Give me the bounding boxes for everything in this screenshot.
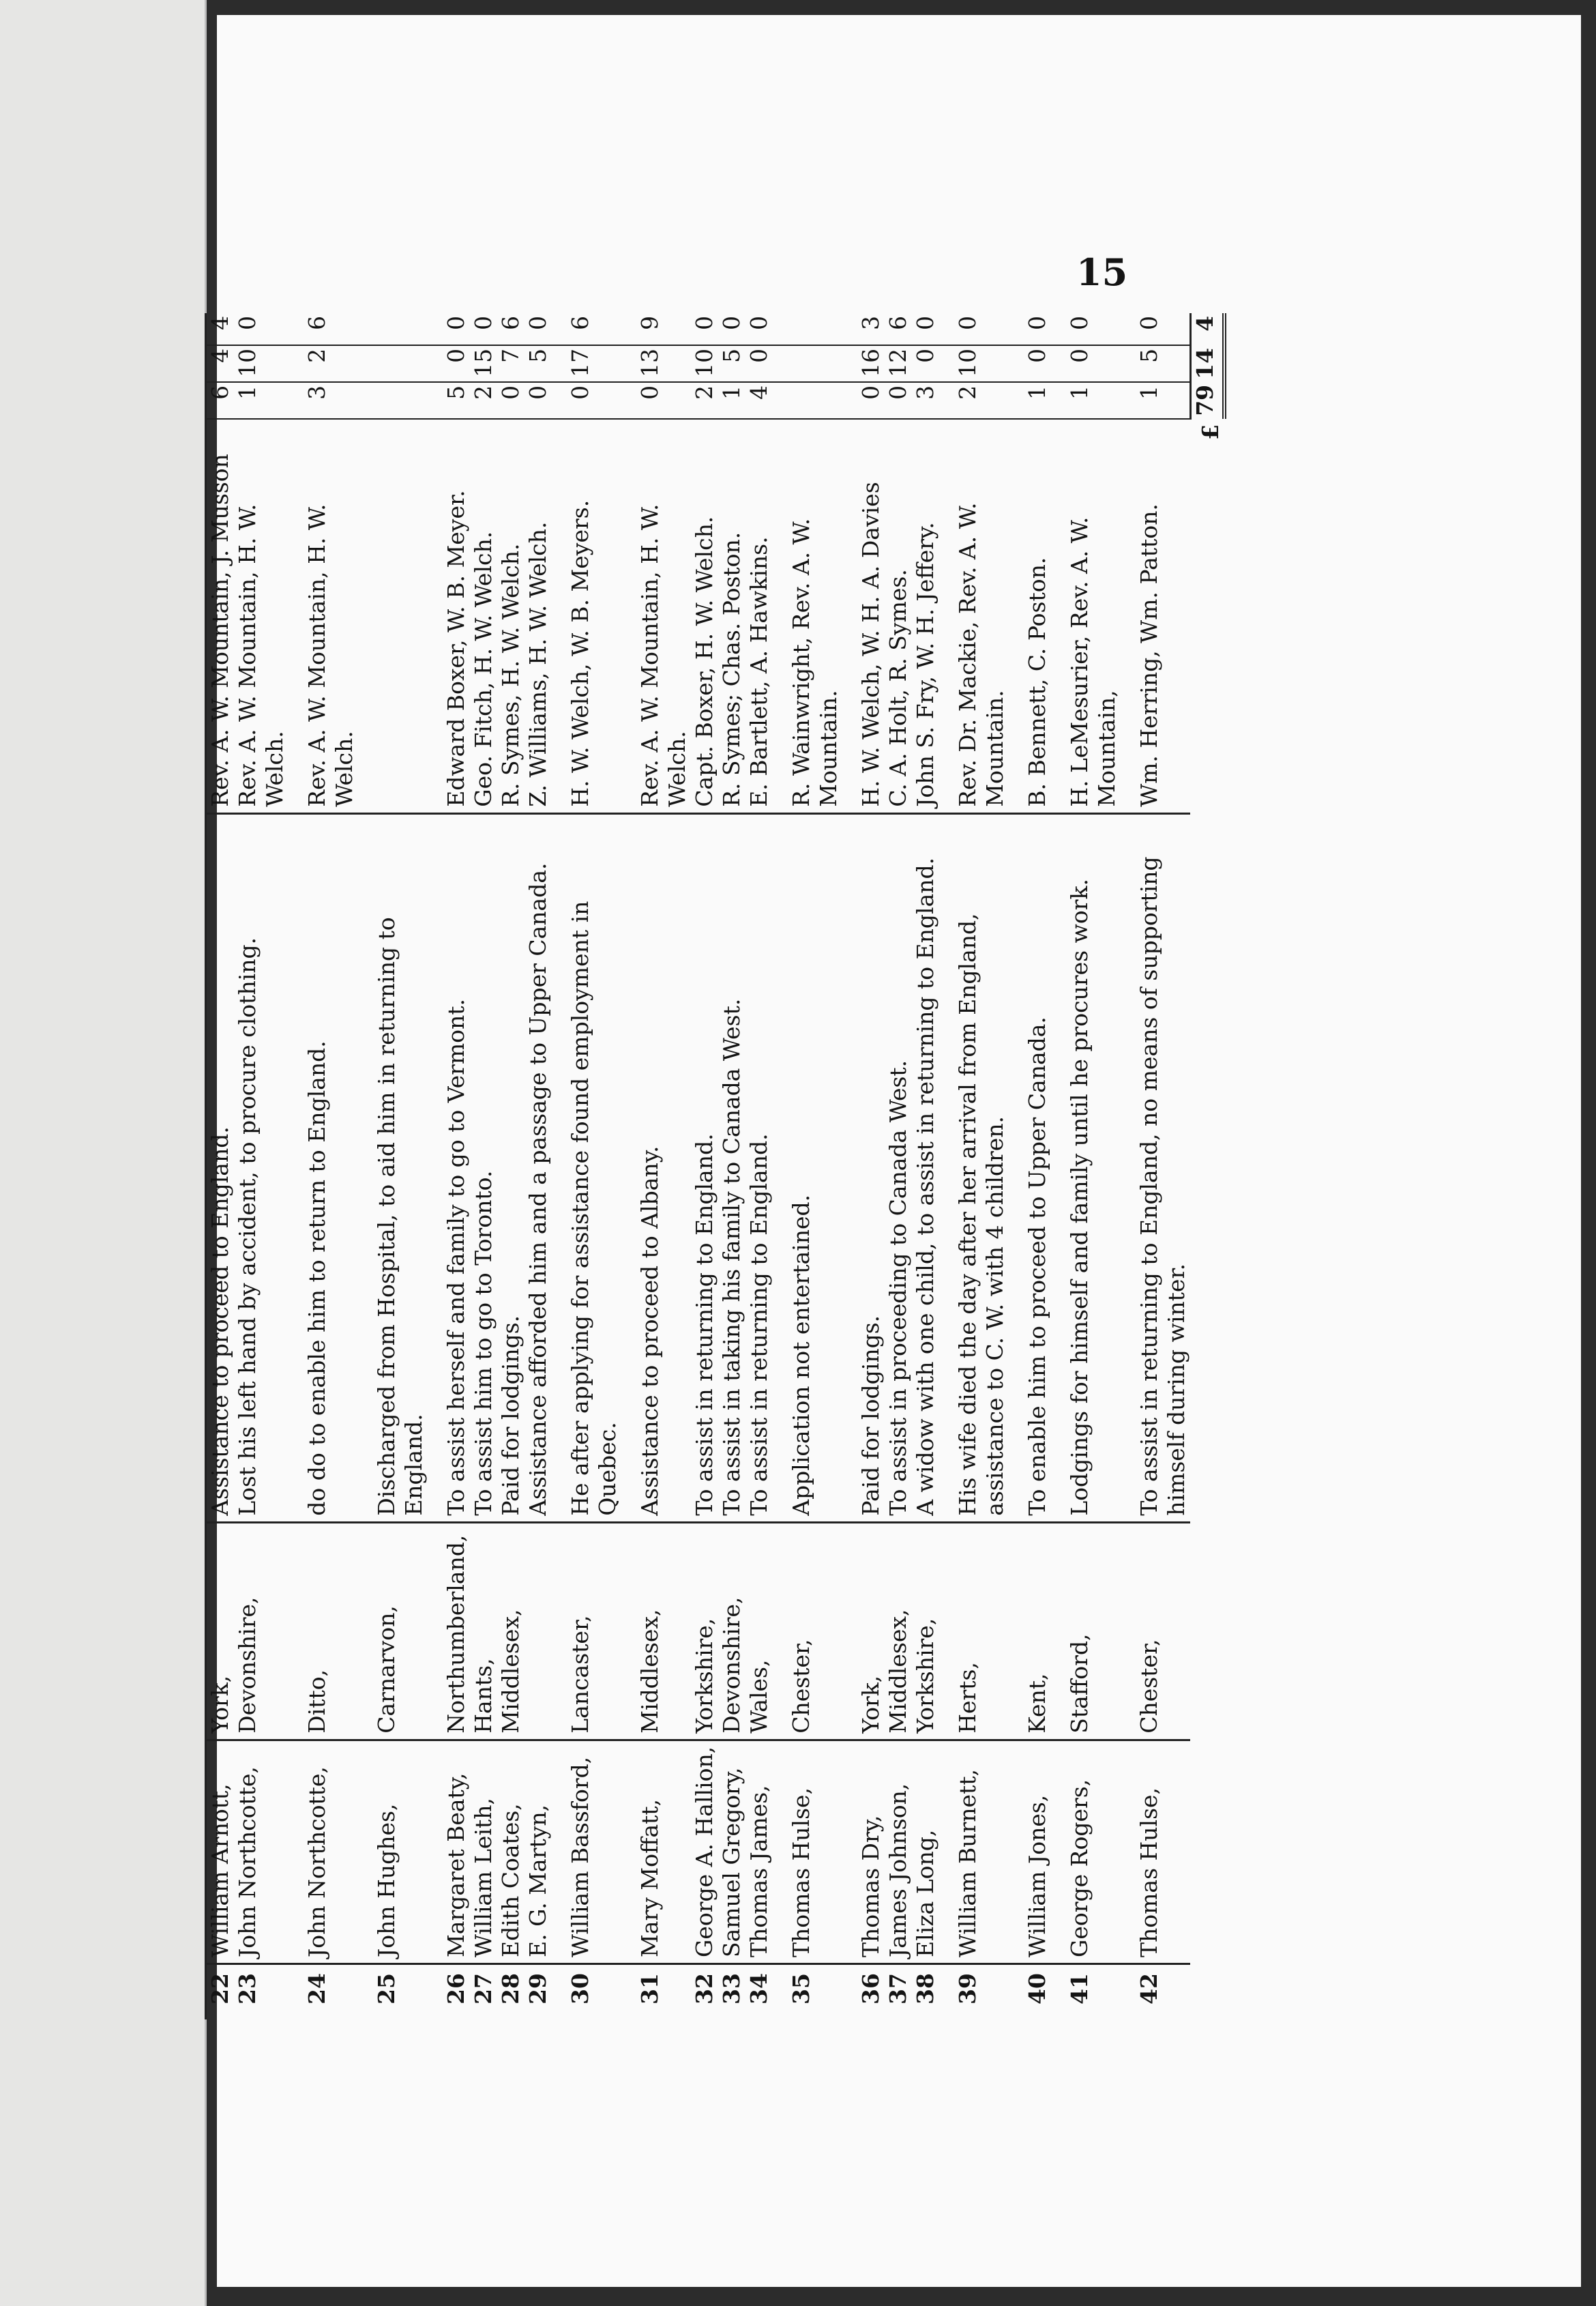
amount-shillings: 0 [1009,345,1051,382]
amount-pounds: 4 [745,382,773,419]
amount-shillings: 10 [939,345,1009,382]
purpose: A widow with one child, to assist in returning to England. [912,813,939,1522]
applicant-name: James Johnson, [885,1740,912,1964]
recommended-by: Capt. Boxer, H. W. Welch. [691,419,718,814]
total-shillings: 14 [1190,345,1224,382]
amount-pounds: 1 [1051,382,1121,419]
purpose: To assist herself and family to go to Vermont. [428,813,470,1522]
amount-pounds: 1 [1121,382,1190,419]
entry-number: 34 [745,1973,772,2004]
county: York, [206,1522,235,1740]
county [524,1522,552,1740]
recommended-by: Rev. A. W. Mountain, H. W. Welch. [289,419,358,814]
amount-pence: 0 [470,313,497,345]
amount-shillings: 15 [470,345,497,382]
table-row [745,313,773,2019]
amount-shillings [773,345,842,382]
amount-shillings: 16 [842,345,885,382]
entry-number: 23 [234,1973,261,2004]
table-row [1051,313,1121,2019]
recommended-by: Rev. A. W. Mountain, J. Musson [206,419,235,814]
county: Wales, [745,1522,773,1740]
county: Northumberland, [428,1522,470,1740]
table-row [289,313,358,2019]
applicant-name: William Leith, [470,1740,497,1964]
amount-pence [773,313,842,345]
entry-number: 28 [497,1973,524,2004]
applicant-name: John Northcotte, [234,1740,289,1964]
amount-pence: 6 [289,313,358,345]
amount-pence: 6 [497,313,524,345]
entry-number: 30 [567,1973,593,2004]
amount-pence: 0 [1121,313,1190,345]
amount-pounds: 1 [718,382,745,419]
purpose: do do to enable him to return to England. [289,813,358,1522]
amount-pence: 6 [552,313,621,345]
recommended-by: Z. Williams, H. W. Welch. [524,419,552,814]
ledger-body [206,313,1191,2019]
table-row [428,313,470,2019]
county: Stafford, [1051,1522,1121,1740]
amount-pounds: 3 [912,382,939,419]
applicant-name: Margaret Beaty, [428,1740,470,1964]
purpose: To enable him to proceed to Upper Canada. [1009,813,1051,1522]
entry-number: 41 [1066,1973,1093,2004]
amount-shillings: 0 [912,345,939,382]
applicant-name: William Jones, [1009,1740,1051,1964]
entry-number: 38 [912,1973,939,2004]
table-row [470,313,497,2019]
entry-number: 35 [788,1973,814,2004]
amount-shillings: 7 [497,345,524,382]
amount-shillings: 4 [206,345,235,382]
amount-shillings: 5 [1121,345,1190,382]
recommended-by: Wm. Herring, Wm. Patton. [1121,419,1190,814]
purpose: He after applying for assistance found employment in Quebec. [552,813,621,1522]
table-row [497,313,524,2019]
amount-shillings: 12 [885,345,912,382]
recommended-by: R. Symes; Chas. Poston. [718,419,745,814]
county: Yorkshire, [691,1522,718,1740]
amount-pounds: 0 [885,382,912,419]
entry-number: 42 [1136,1973,1162,2004]
ledger-table [205,313,1226,2019]
table-row [1009,313,1051,2019]
amount-shillings: 0 [1051,345,1121,382]
county: Chester, [773,1522,842,1740]
ledger-table-rotated [205,259,1224,2019]
amount-pence: 0 [234,313,289,345]
county: York, [842,1522,885,1740]
table-row [842,313,885,2019]
recommended-by: H. W. Welch, W. B. Meyers. [552,419,621,814]
applicant-name: William Burnett, [939,1740,1009,1964]
amount-pence: 4 [206,313,235,345]
amount-pence: 0 [428,313,470,345]
applicant-name: Thomas Hulse, [1121,1740,1190,1964]
purpose: Lost his left hand by accident, to procure clothing. [234,813,289,1522]
purpose: Paid for lodgings. [497,813,524,1522]
total-pounds: 79 [1190,382,1224,419]
county: Carnarvon, [358,1522,428,1740]
table-row [939,313,1009,2019]
recommended-by: Geo. Fitch, H. W. Welch. [470,419,497,814]
purpose: Assistance afforded him and a passage to Upper Canada. [524,813,552,1522]
county: Middlesex, [621,1522,691,1740]
purpose: Assistance to proceed to Albany. [621,813,691,1522]
recommended-by: Rev. A. W. Mountain, H. W. Welch. [234,419,289,814]
table-row [718,313,745,2019]
applicant-name: Thomas Dry, [842,1740,885,1964]
table-row [552,313,621,2019]
amount-pounds [773,382,842,419]
amount-pounds: 5 [428,382,470,419]
table-row [524,313,552,2019]
amount-pounds: 0 [524,382,552,419]
amount-pounds: 2 [470,382,497,419]
applicant-name: Samuel Gregory, [718,1740,745,1964]
amount-shillings: 5 [524,345,552,382]
purpose: To assist in returning to England. [745,813,773,1522]
applicant-name: George Rogers, [1051,1740,1121,1964]
recommended-by: R. Symes, H. W. Welch. [497,419,524,814]
county: Lancaster, [552,1522,621,1740]
county: Ditto, [289,1522,358,1740]
amount-shillings [358,345,428,382]
amount-pence: 0 [691,313,718,345]
county: Yorkshire, [912,1522,939,1740]
purpose: His wife died the day after her arrival from England, assistance to C. W. with 4 children. [939,813,1009,1522]
applicant-name: George A. Hallion, [691,1740,718,1964]
entry-number: 40 [1024,1973,1050,2004]
amount-shillings: 17 [552,345,621,382]
entry-number: 33 [718,1973,745,2004]
total-currency: £ [1197,424,1224,440]
applicant-name: William Bassford, [552,1740,621,1964]
amount-pence: 0 [1009,313,1051,345]
total-pence: 4 [1190,313,1224,345]
amount-pence: 0 [745,313,773,345]
recommended-by: B. Bennett, C. Poston. [1009,419,1051,814]
page-number: 15 [1076,250,1128,294]
recommended-by: H. LeMesurier, Rev. A. W. Mountain, [1051,419,1121,814]
table-row [621,313,691,2019]
recommended-by: Rev. A. W. Mountain, H. W. Welch. [621,419,691,814]
amount-pounds: 1 [234,382,289,419]
applicant-name: Eliza Long, [912,1740,939,1964]
amount-pounds: 0 [621,382,691,419]
table-row [773,313,842,2019]
amount-pounds: 0 [552,382,621,419]
amount-pounds: 6 [206,382,235,419]
table-row [691,313,718,2019]
county: Middlesex, [885,1522,912,1740]
entry-number: 39 [954,1973,981,2004]
entry-number: 29 [524,1973,551,2004]
amount-pounds: 3 [289,382,358,419]
county: Devonshire, [234,1522,289,1740]
county: Middlesex, [497,1522,524,1740]
amount-pence [358,313,428,345]
amount-pence: 0 [939,313,1009,345]
applicant-name: Thomas James, [745,1740,773,1964]
recommended-by: H. W. Welch, W. H. A. Davies [842,419,885,814]
recommended-by [358,419,428,814]
entry-number: 27 [470,1973,497,2004]
purpose: To assist him to go to Toronto. [470,813,497,1522]
amount-shillings: 2 [289,345,358,382]
entry-number: 32 [691,1973,718,2004]
amount-pence: 0 [1051,313,1121,345]
table-row [912,313,939,2019]
county: Chester, [1121,1522,1190,1740]
amount-pence: 0 [912,313,939,345]
applicant-name: E. G. Martyn, [524,1740,552,1964]
amount-pence: 0 [718,313,745,345]
purpose: Assistance to proceed to England. [206,813,235,1522]
entry-number: 22 [206,1964,235,2020]
amount-shillings: 0 [428,345,470,382]
applicant-name: John Northcotte, [289,1740,358,1964]
recommended-by: R. Wainwright, Rev. A. W. Mountain. [773,419,842,814]
purpose: To assist in returning to England. [691,813,718,1522]
applicant-name: Edith Coates, [497,1740,524,1964]
facing-page-edge [0,0,207,2306]
total-row [1190,313,1224,2019]
purpose: To assist in returning to England, no means of supporting himself during winter. [1121,813,1190,1522]
applicant-name: William Arnott, [206,1740,235,1964]
table-row [206,313,235,2019]
county: Hants, [470,1522,497,1740]
applicant-name: Thomas Hulse, [773,1740,842,1964]
amount-pounds [358,382,428,419]
purpose: Lodgings for himself and family until he procures work. [1051,813,1121,1522]
county: Devonshire, [718,1522,745,1740]
amount-pence: 6 [885,313,912,345]
amount-pounds: 0 [842,382,885,419]
table-row [1121,313,1190,2019]
entry-number: 26 [443,1973,469,2004]
amount-pence: 0 [524,313,552,345]
purpose: Application not entertained. [773,813,842,1522]
county: Kent, [1009,1522,1051,1740]
recommended-by: Rev. Dr. Mackie, Rev. A. W. Mountain. [939,419,1009,814]
amount-pounds: 0 [497,382,524,419]
purpose: To assist in taking his family to Canada West. [718,813,745,1522]
applicant-name: Mary Moffatt, [621,1740,691,1964]
amount-shillings: 0 [745,345,773,382]
recommended-by: C. A. Holt, R. Symes. [885,419,912,814]
amount-pence: 9 [621,313,691,345]
recommended-by: Edward Boxer, W. B. Meyer. [428,419,470,814]
purpose: To assist in proceeding to Canada West. [885,813,912,1522]
entry-number: 37 [885,1973,911,2004]
table-row [358,313,428,2019]
purpose: Discharged from Hospital, to aid him in returning to England. [358,813,428,1522]
amount-shillings: 13 [621,345,691,382]
entry-number: 36 [857,1973,884,2004]
recommended-by: John S. Fry, W. H. Jeffery. [912,419,939,814]
amount-pounds: 2 [691,382,718,419]
entry-number: 24 [304,1973,330,2004]
table-row [885,313,912,2019]
county: Herts, [939,1522,1009,1740]
amount-shillings: 5 [718,345,745,382]
applicant-name: John Hughes, [358,1740,428,1964]
entry-number: 31 [636,1973,663,2004]
amount-pounds: 1 [1009,382,1051,419]
recommended-by: E. Bartlett, A. Hawkins. [745,419,773,814]
amount-shillings: 10 [234,345,289,382]
amount-shillings: 10 [691,345,718,382]
purpose: Paid for lodgings. [842,813,885,1522]
entry-number: 25 [373,1973,400,2004]
amount-pence: 3 [842,313,885,345]
table-row [234,313,289,2019]
amount-pounds: 2 [939,382,1009,419]
